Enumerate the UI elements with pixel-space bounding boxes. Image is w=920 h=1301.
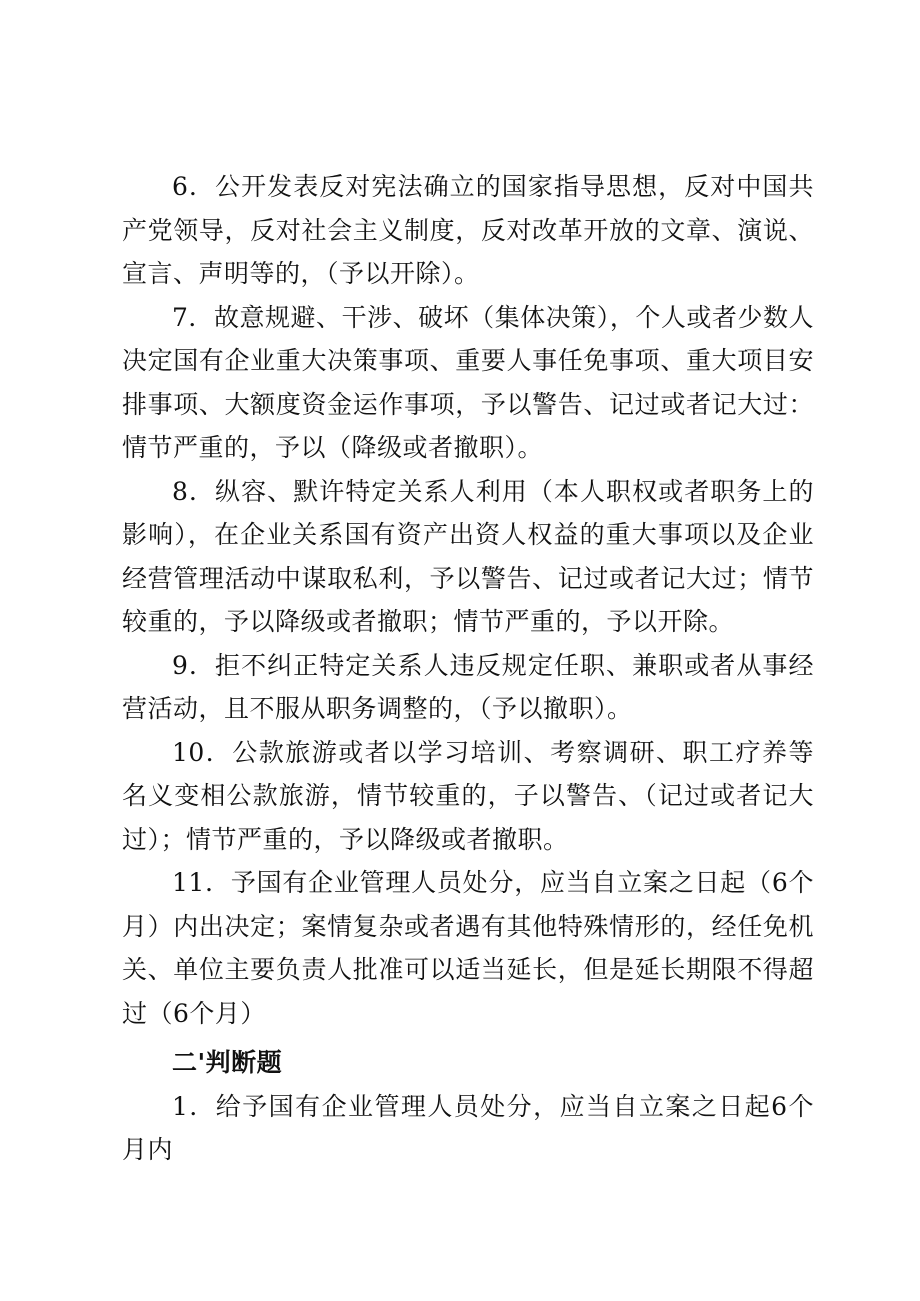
document-body bbox=[122, 165, 814, 1172]
list-item-11: 11．予国有企业管理人员处分，应当自立案之日起（6个月）内出决定；案情复杂或者遇有其他特殊情形的，经任免机关、单位主要负责人批准可以适当延长，但是延长期限不得超过（6个月） bbox=[122, 868, 814, 1028]
list-item-10: 10．公款旅游或者以学习培训、考察调研、职工疗养等名义变相公款旅游，情节较重的，子以警告、（记过或者记大过）；情节严重的，予以降级或者撤职。 bbox=[122, 737, 814, 854]
list-item-9: 9．拒不纠正特定关系人违反规定任职、兼职或者从事经营活动，且不服从职务调整的，（予以撤职）。 bbox=[122, 650, 814, 723]
list-item-7: 7．故意规避、干涉、破坏（集体决策），个人或者少数人决定国有企业重大决策事项、重要人事任免事项、重大项目安排事项、大额度资金运作事项，予以警告、记过或者记大过：情节严重的，予以（降级或者撤职）。 bbox=[122, 302, 814, 462]
section-list-item-1: 1．给予国有企业管理人员处分，应当自立案之日起6个月内 bbox=[122, 1091, 814, 1164]
list-item-6: 6．公开发表反对宪法确立的国家指导思想，反对中国共产党领导，反对社会主义制度，反对改革开放的文章、演说、宣言、声明等的，（予以开除）。 bbox=[122, 172, 814, 288]
list-item-8: 8．纵容、默许特定关系人利用（本人职权或者职务上的影响），在企业关系国有资产出资人权益的重大事项以及企业经营管理活动中谋取私利，予以警告、记过或者记大过；情节较重的，予以降级或者撤职；情节严重的，予以开除。 bbox=[122, 476, 814, 636]
section-heading: 二'判断题 bbox=[172, 1048, 283, 1077]
